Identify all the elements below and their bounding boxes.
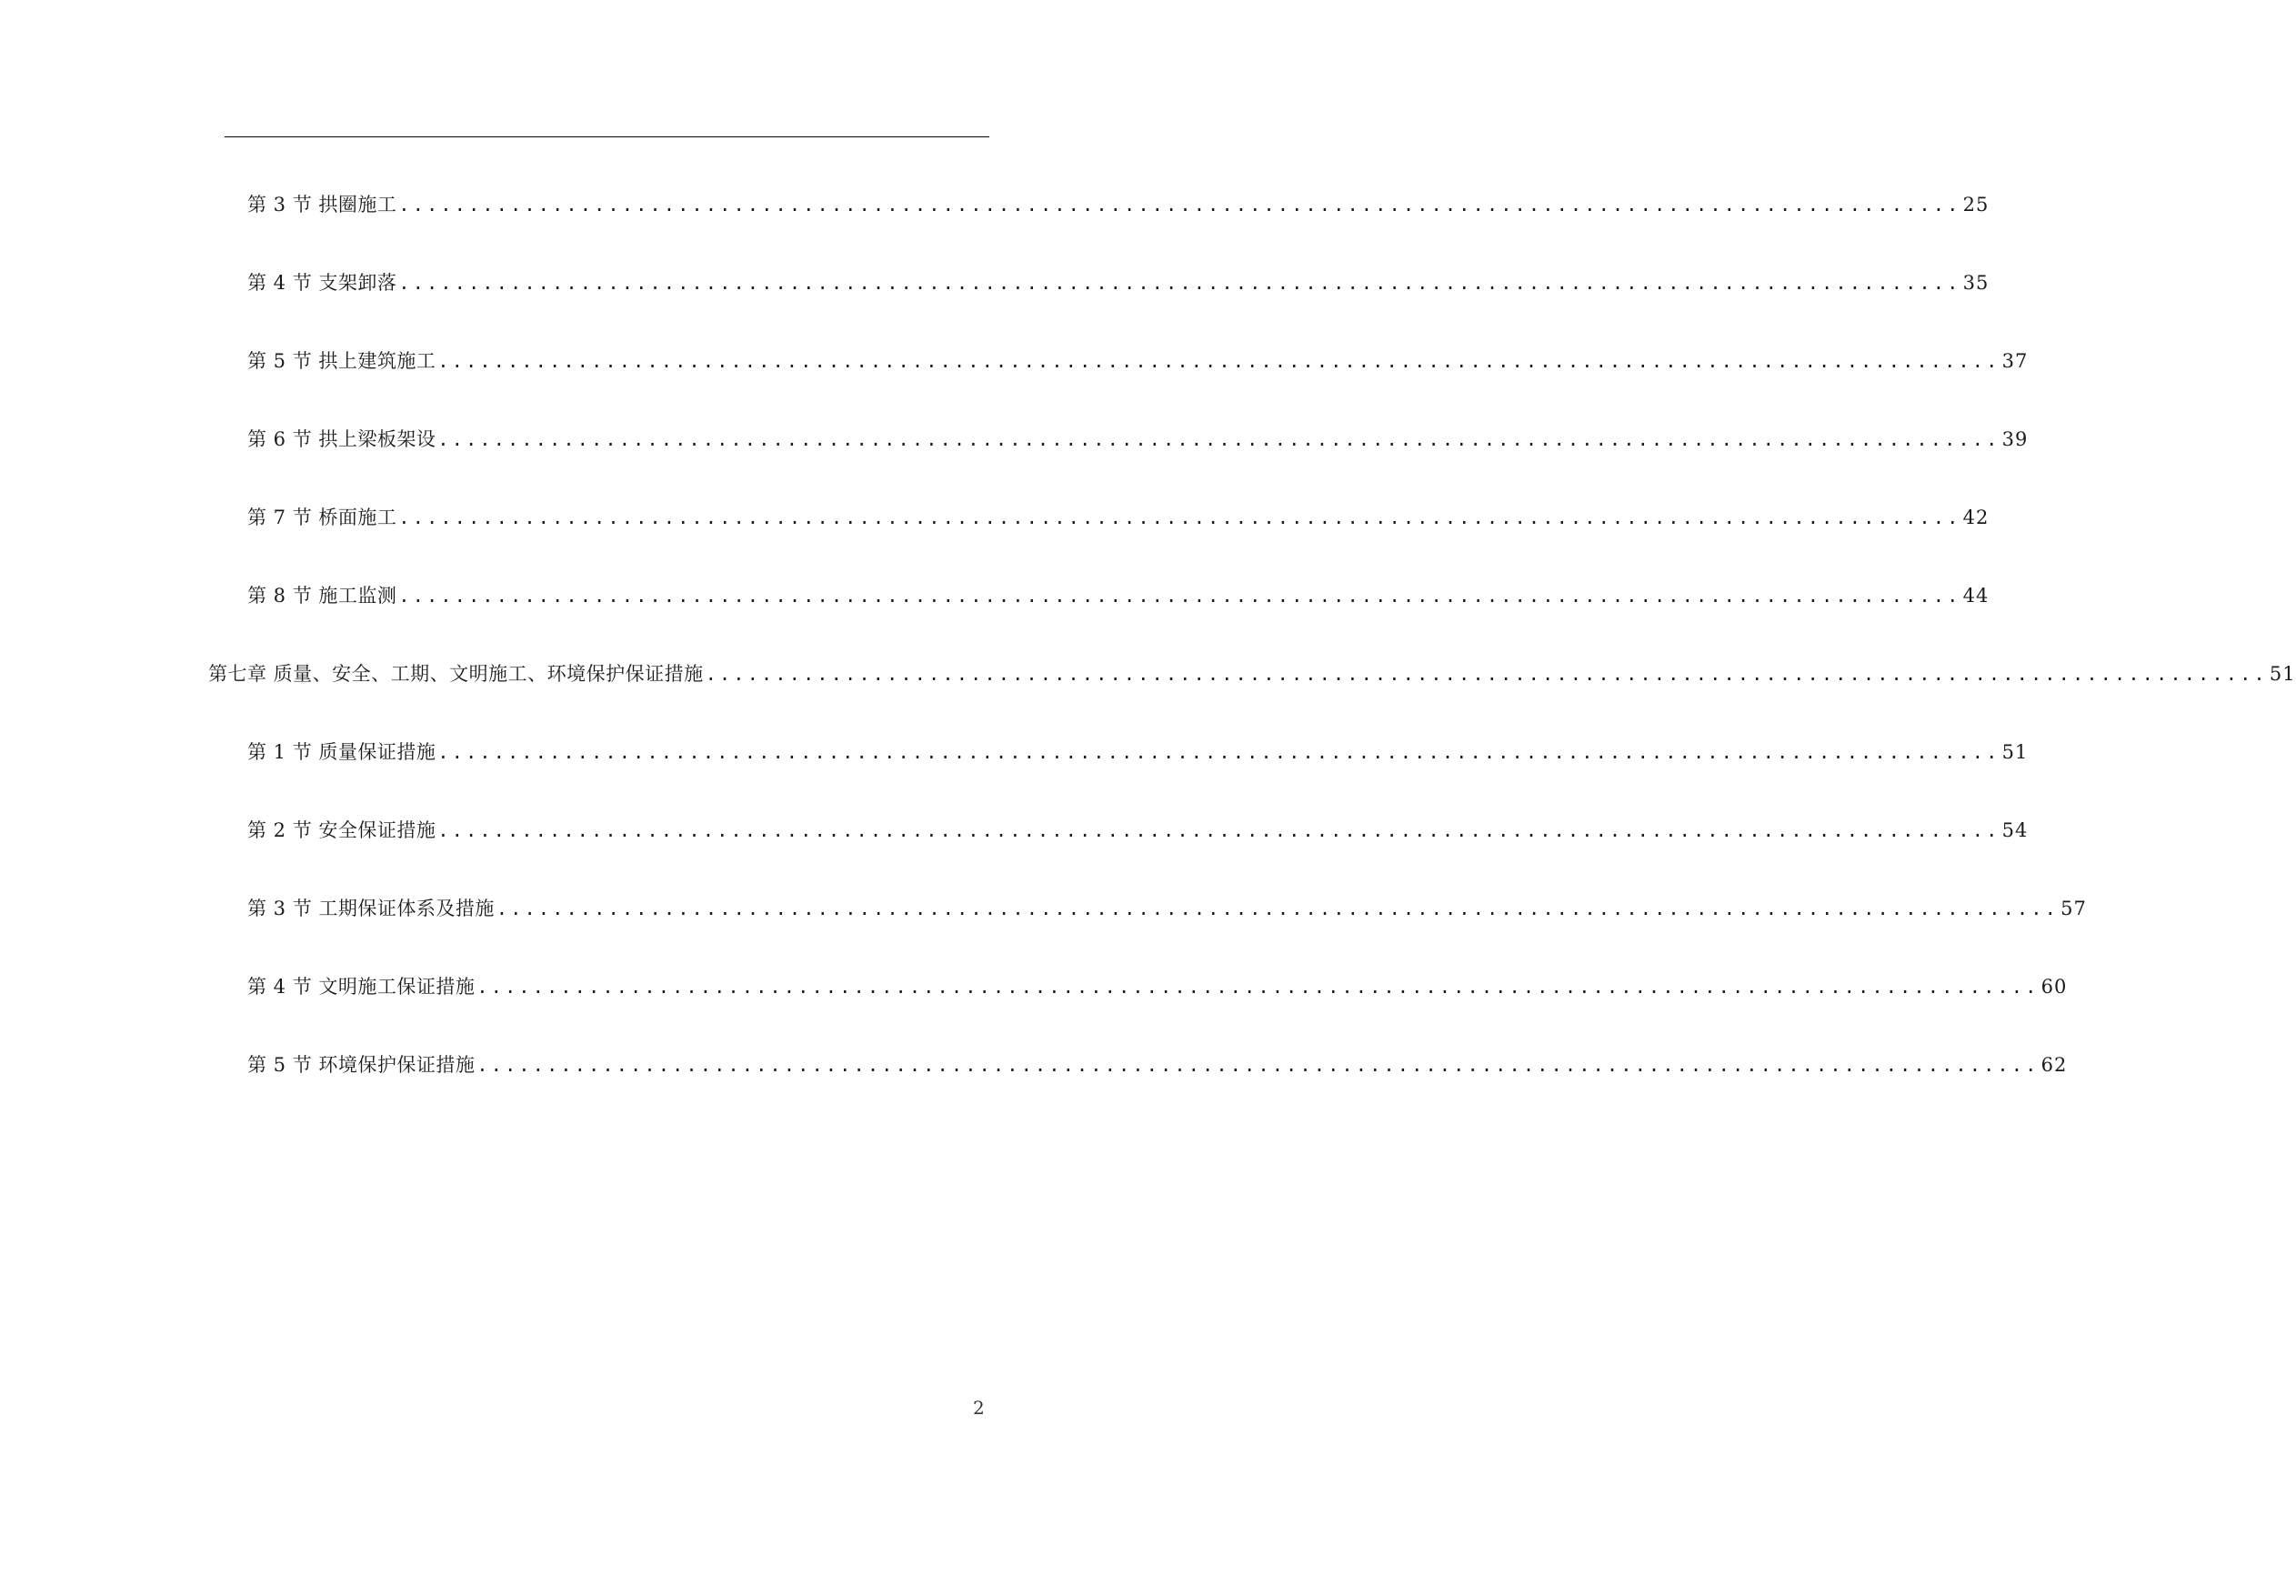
toc-dot-leader: ................................................................................................................	[437, 741, 2000, 763]
toc-entry[interactable]	[247, 499, 1990, 536]
toc-entry[interactable]	[247, 734, 2029, 770]
toc-entry[interactable]	[247, 812, 2029, 848]
toc-entry-page: 35	[1962, 272, 1990, 294]
toc-dot-leader: ................................................................................................................	[437, 819, 2000, 841]
toc-entry-title: 第 3 节 拱圈施工	[247, 194, 397, 216]
toc-entry-title: 第 4 节 支架卸落	[247, 272, 397, 294]
toc-entry-title: 第 3 节 工期保证体系及措施	[247, 898, 495, 919]
toc-entry-page: 57	[2060, 898, 2087, 919]
toc-dot-leader: ................................................................................................................	[705, 663, 2268, 685]
toc-dot-leader: ................................................................................................................	[437, 428, 2000, 450]
toc-entry[interactable]	[247, 186, 1990, 223]
toc-entry[interactable]	[247, 890, 2087, 927]
toc-entry-page: 42	[1962, 507, 1990, 528]
toc-entry-title: 第 5 节 拱上建筑施工	[247, 350, 436, 372]
page-number: 2	[973, 1397, 985, 1419]
toc-dot-leader: ................................................................................................................	[398, 507, 1961, 528]
toc-dot-leader: ................................................................................................................	[398, 194, 1961, 216]
toc-entry-page: 25	[1962, 194, 1990, 216]
toc-entry-title: 第 5 节 环境保护保证措施	[247, 1054, 476, 1076]
toc-entry-page: 51	[2001, 741, 2029, 763]
toc-entry-page: 37	[2001, 350, 2029, 372]
toc-entry-title: 第 8 节 施工监测	[247, 585, 397, 607]
toc-entry[interactable]	[247, 969, 2068, 1005]
toc-dot-leader: ................................................................................................................	[476, 1054, 2040, 1076]
toc-entry-page: 44	[1962, 585, 1990, 607]
toc-entry-title: 第 7 节 桥面施工	[247, 507, 397, 528]
toc-entry-page: 60	[2040, 976, 2068, 998]
toc-dot-leader: ................................................................................................................	[476, 976, 2040, 998]
toc-entry[interactable]	[247, 1047, 2068, 1083]
toc-dot-leader: ................................................................................................................	[398, 272, 1961, 294]
toc-entry[interactable]	[247, 577, 1990, 614]
toc-entry-title: 第七章 质量、安全、工期、文明施工、环境保护保证措施	[208, 663, 704, 685]
toc-entry-title: 第 4 节 文明施工保证措施	[247, 976, 476, 998]
toc-entry-page: 51	[2269, 663, 2296, 685]
toc-entry[interactable]	[247, 343, 2029, 379]
toc-entry-page: 62	[2040, 1054, 2068, 1076]
toc-dot-leader: ................................................................................................................	[437, 350, 2000, 372]
toc-entry-page: 39	[2001, 428, 2029, 450]
toc-entry-title: 第 1 节 质量保证措施	[247, 741, 436, 763]
toc-entry[interactable]	[247, 265, 1990, 301]
toc-chapter-entry[interactable]	[208, 656, 2296, 692]
toc-dot-leader: ................................................................................................................	[398, 585, 1961, 607]
toc-entry-title: 第 2 节 安全保证措施	[247, 819, 436, 841]
toc-entry-page: 54	[2001, 819, 2029, 841]
toc-entry-title: 第 6 节 拱上梁板架设	[247, 428, 436, 450]
toc-dot-leader: ................................................................................................................	[496, 898, 2060, 919]
toc-entry[interactable]	[247, 421, 2029, 457]
